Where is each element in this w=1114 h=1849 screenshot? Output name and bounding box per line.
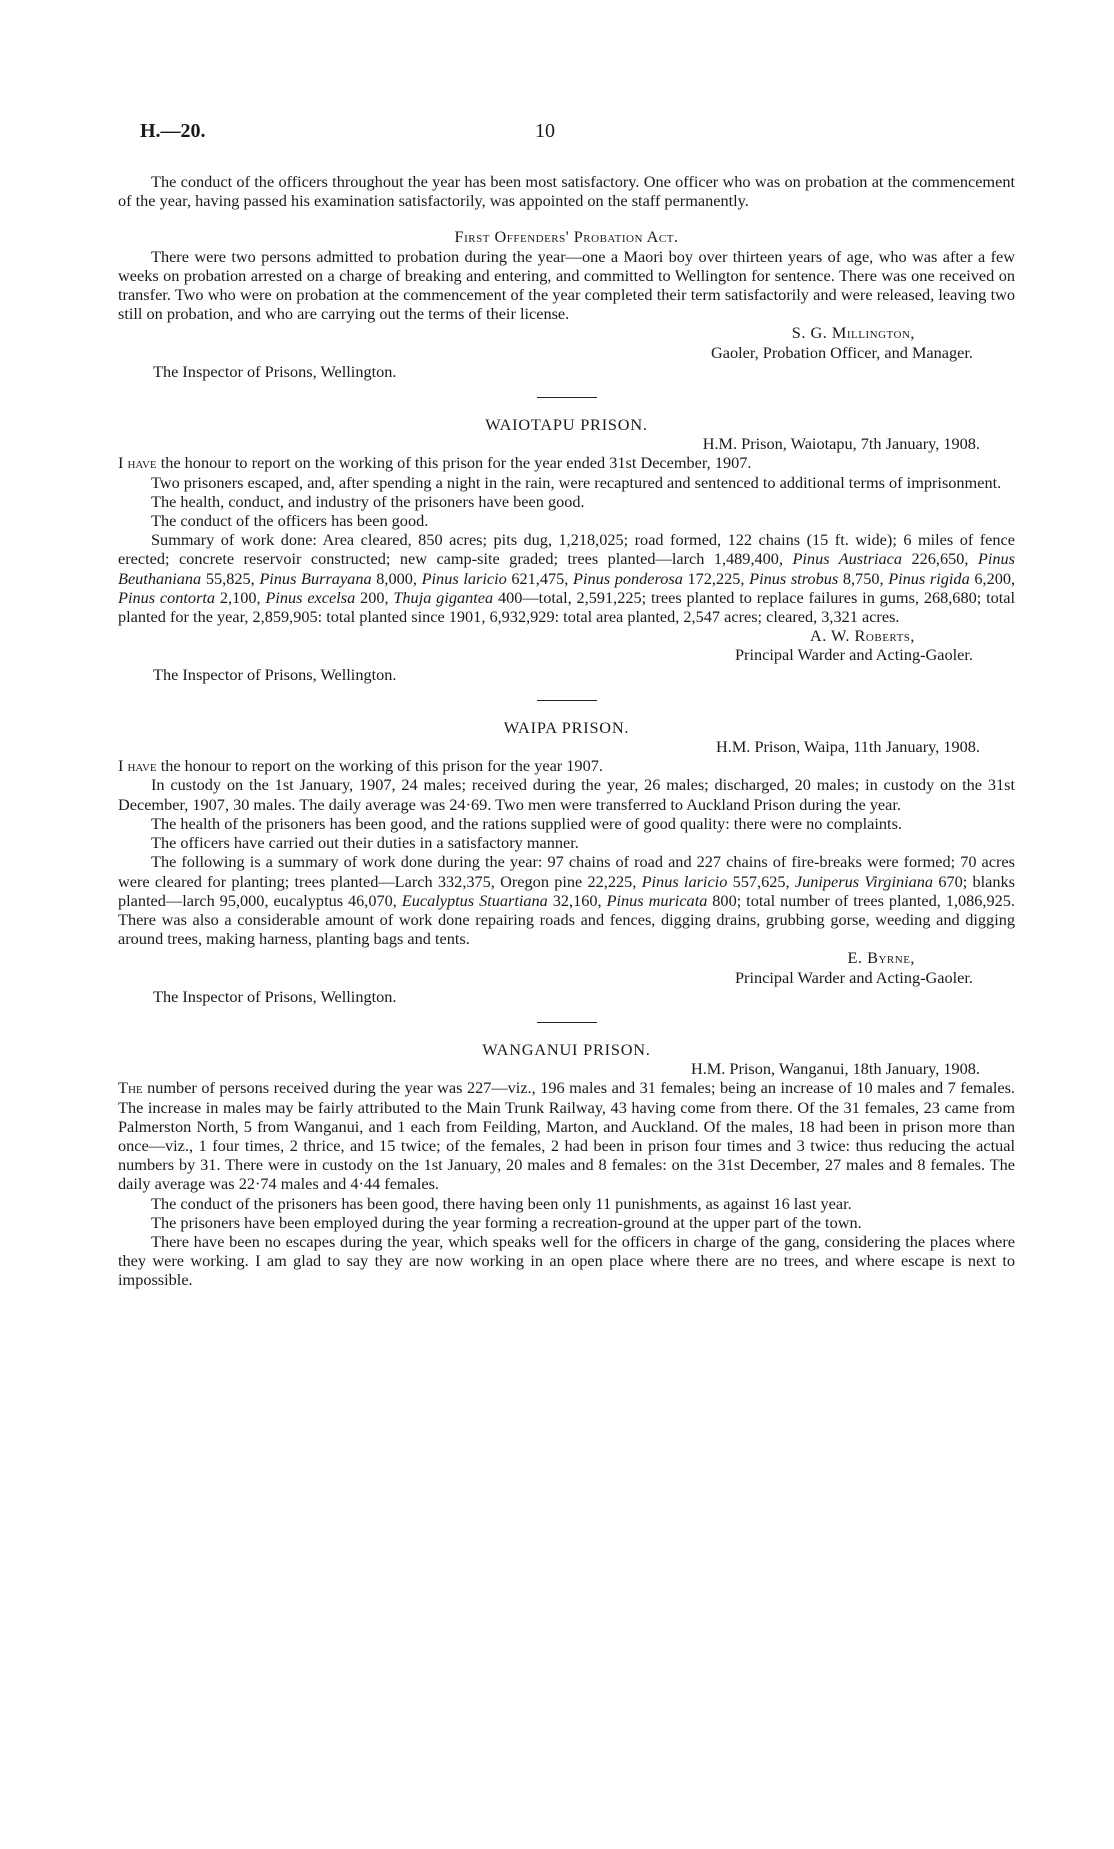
waipa-work-summary: The following is a summary of work done during the year: 97 chains of road and 227 chains of fire-breaks were formed; 70 acres were cleared for planting; trees planted—Larch 332,375, Oregon pine 22,225, Pinus laricio 557,625, Juniperus Virginiana 670; blanks planted—larch 95,000, eucalyptus 46,070, Eucalyptus Stuartiana 32,160, Pinus muricata 800; total number of trees planted, 1,086,925. There was also a considerable amount of work done repairing roads and fences, digging drains, grubbing gorse, weeding and digging around trees, making harness, planting bags and tents. <box>118 852 1016 949</box>
waipa-heading: WAIPA PRISON. <box>503 717 630 737</box>
document-reference: H.—20. <box>140 120 206 142</box>
waiotapu-signature-name: A. W. Roberts, <box>809 626 915 646</box>
first-offenders-heading: First Offenders' Probation Act. <box>454 227 679 247</box>
waiotapu-paragraph-1: I have the honour to report on the working of this prison for the year ended 31st December, 1907. <box>118 453 752 473</box>
wanganui-paragraph-4: There have been no escapes during the year, which speaks well for the officers in charge of the gang, considering the places where they were working. I am glad to say they are now working in an open place where there are no trees, and where escape is next to impossible. <box>118 1231 1015 1290</box>
waiotapu-heading: WAIOTAPU PRISON. <box>485 415 648 435</box>
page-content <box>118 172 1015 1290</box>
waiotapu-paragraph-2: Two prisoners escaped, and, after spending a night in the rain, were recaptured and sentenced to additional terms of imprisonment. <box>151 472 1002 492</box>
waipa-paragraph-4: The officers have carried out their duties in a satisfactory manner. <box>151 833 579 853</box>
page-header <box>0 122 1114 146</box>
waiotapu-work-summary: Summary of work done: Area cleared, 850 acres; pits dug, 1,218,025; road formed, 122 chains (15 ft. wide); 6 miles of fence erected; concrete reservoir constructed; new camp-site graded; trees planted—larch 1,489,400, Pinus Austriaca 226,650, Pinus Beuthaniana 55,825, Pinus Burrayana 8,000, Pinus laricio 621,475, Pinus ponderosa 172,225, Pinus strobus 8,750, Pinus rigida 6,200, Pinus contorta 2,100, Pinus excelsa 200, Thuja gigantea 400—total, 2,591,225; trees planted to replace failures in gums, 268,680; total planted for the year, 2,859,905: total planted since 1901, 6,932,929: total area planted, 2,547 acres; cleared, 3,321 acres. <box>118 530 1016 627</box>
waiotapu-address: The Inspector of Prisons, Wellington. <box>153 664 397 684</box>
waiotapu-dateline: H.M. Prison, Waiotapu, 7th January, 1908. <box>702 434 980 454</box>
first-offenders-signature-name: S. G. Millington, <box>791 323 915 343</box>
wanganui-heading: WANGANUI PRISON. <box>482 1039 651 1059</box>
waipa-signature-name: E. Byrne, <box>847 948 915 968</box>
wanganui-paragraph-1: The number of persons received during the year was 227—viz., 196 males and 31 females; being an increase of 10 males and 7 females. The increase in males may be fairly attributed to the Main Trunk Railway, 43 having come from there. Of the 31 females, 23 came from Palmerston North, 5 from Wanganui, and 1 each from Feilding, Marton, and Auckland. Of the males, 18 had been in prison more than once—viz., 1 four times, 2 thrice, and 15 twice; of the females, 2 had been in prison four times and 3 twice: thus reducing the actual numbers by 31. There were in custody on the 1st January, 20 males and 8 females: on the 31st December, 27 males and 8 females. The daily average was 22·74 males and 4·44 females. <box>118 1078 1015 1194</box>
waiotapu-signature-title: Principal Warder and Acting-Gaoler. <box>734 645 973 665</box>
waipa-signature-title: Principal Warder and Acting-Gaoler. <box>734 967 973 987</box>
first-offenders-address: The Inspector of Prisons, Wellington. <box>153 361 397 381</box>
first-offenders-signature-title: Gaoler, Probation Officer, and Manager. <box>711 342 973 362</box>
waiotapu-paragraph-4: The conduct of the officers has been good. <box>151 511 429 531</box>
waipa-dateline: H.M. Prison, Waipa, 11th January, 1908. <box>716 737 980 757</box>
first-offenders-paragraph: There were two persons admitted to probation during the year—one a Maori boy over thirteen years of age, who was after a few weeks on probation arrested on a charge of breaking and entering, and committed to Wellington for sentence. There was one received on transfer. Two who were on probation at the commencement of the year completed their term satisfactorily and were released, leaving two still on probation, and who are carrying out the terms of their license. <box>118 246 1015 324</box>
wanganui-dateline: H.M. Prison, Wanganui, 18th January, 1908. <box>690 1059 980 1079</box>
waipa-paragraph-3: The health of the prisoners has been good, and the rations supplied were of good quality: there were no complaints. <box>151 813 902 833</box>
page-number: 10 <box>535 120 555 142</box>
wanganui-paragraph-3: The prisoners have been employed during the year forming a recreation-ground at the upper part of the town. <box>151 1212 862 1232</box>
waipa-address: The Inspector of Prisons, Wellington. <box>153 986 397 1006</box>
wanganui-paragraph-2: The conduct of the prisoners has been good, there having been only 11 punishments, as against 16 last year. <box>151 1193 852 1213</box>
waiotapu-paragraph-3: The health, conduct, and industry of the prisoners have been good. <box>151 491 585 511</box>
waipa-paragraph-1: I have the honour to report on the working of this prison for the year 1907. <box>118 756 603 776</box>
intro-paragraph: The conduct of the officers throughout the year has been most satisfactory. One officer who was on probation at the commencement of the year, having passed his examination satisfactorily, was appointed on the staff permanently. <box>118 172 1015 211</box>
waipa-paragraph-2: In custody on the 1st January, 1907, 24 males; received during the year, 26 males; discharged, 20 males; in custody on the 31st December, 1907, 30 males. The daily average was 24·69. Two men were transferred to Auckland Prison during the year. <box>118 775 1015 814</box>
